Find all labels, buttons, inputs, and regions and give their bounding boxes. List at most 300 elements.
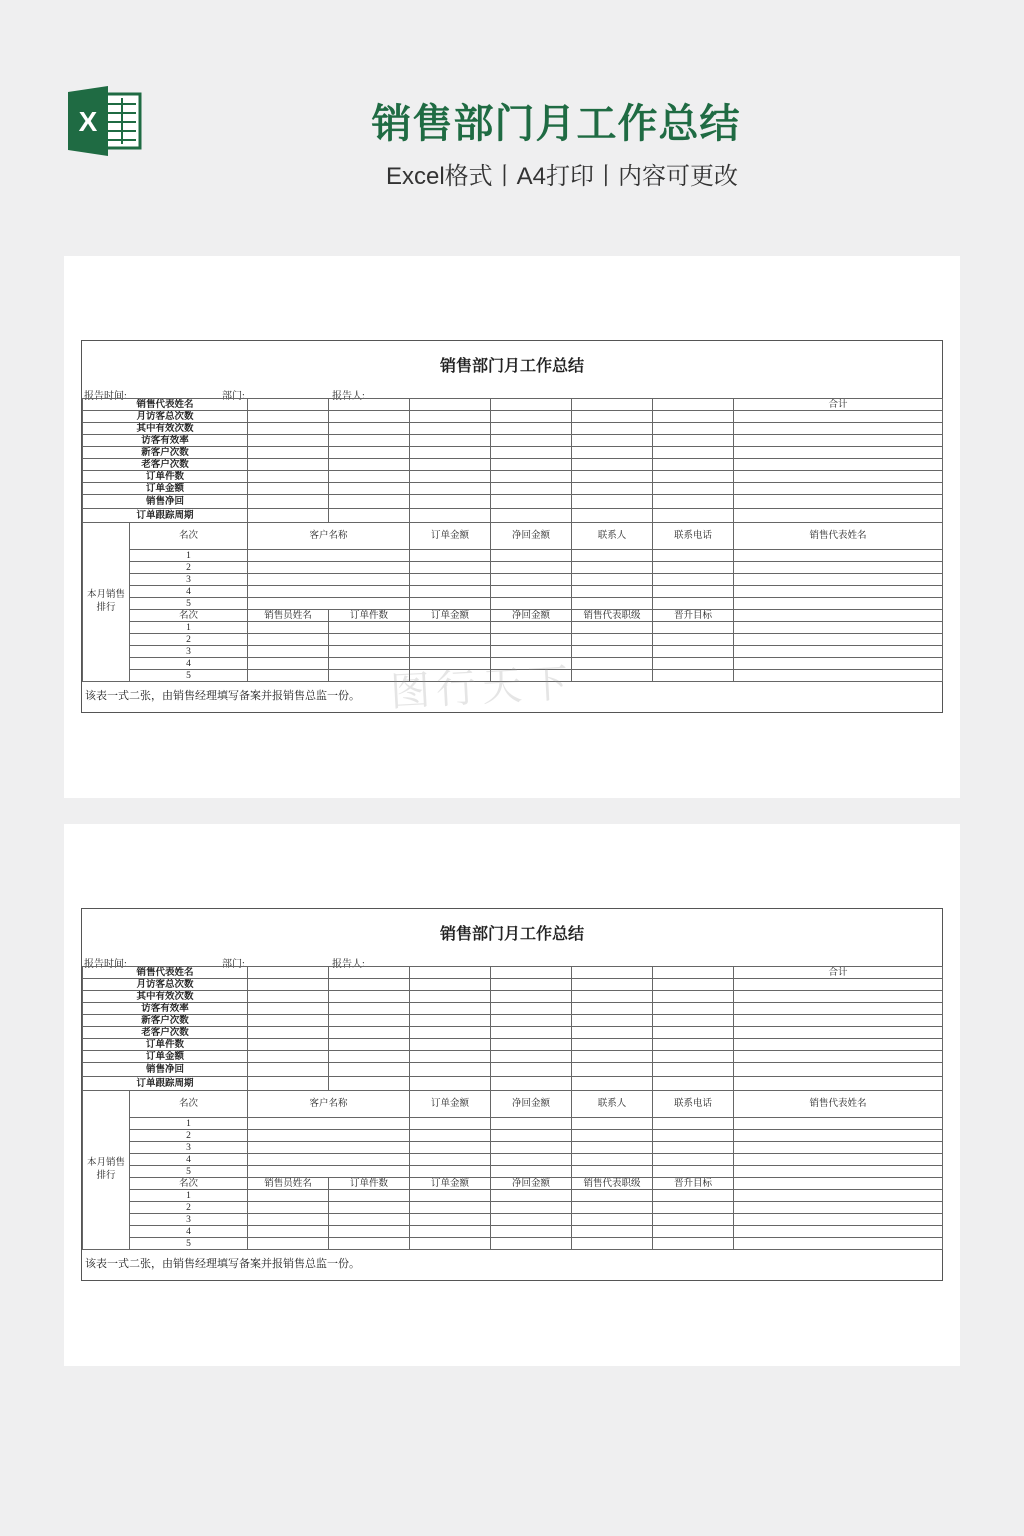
table-cell[interactable]	[734, 1202, 943, 1214]
table-row	[83, 610, 943, 622]
table-cell[interactable]	[734, 622, 943, 634]
row-label: 销售净回	[83, 1063, 248, 1077]
table-cell[interactable]	[491, 598, 572, 610]
column-header: 名次	[130, 1178, 248, 1190]
table-cell[interactable]	[734, 670, 943, 682]
table-row	[83, 622, 943, 634]
table-cell[interactable]	[653, 1027, 734, 1039]
side-label: 本月销售排行	[83, 1091, 130, 1250]
table-cell[interactable]	[572, 622, 653, 634]
table-cell[interactable]	[248, 495, 329, 509]
table-cell[interactable]	[491, 399, 572, 411]
table-cell[interactable]	[248, 459, 329, 471]
table-cell[interactable]	[491, 1077, 572, 1091]
table-cell[interactable]	[653, 459, 734, 471]
table-cell[interactable]	[248, 411, 329, 423]
table-cell[interactable]	[572, 550, 653, 562]
reporter-label: 报告人:	[332, 391, 365, 402]
table-cell[interactable]	[653, 1063, 734, 1077]
table-cell[interactable]	[734, 586, 943, 598]
table-cell[interactable]	[653, 670, 734, 682]
table-cell[interactable]	[248, 550, 410, 562]
table-cell[interactable]	[734, 483, 943, 495]
table-cell[interactable]	[734, 1015, 943, 1027]
table-cell[interactable]	[410, 1202, 491, 1214]
table-cell[interactable]	[734, 991, 943, 1003]
table-cell[interactable]	[734, 1226, 943, 1238]
table-cell[interactable]	[734, 1063, 943, 1077]
table-cell[interactable]	[491, 586, 572, 598]
table-cell[interactable]	[491, 1015, 572, 1027]
table-row	[83, 399, 943, 411]
table-cell[interactable]	[491, 1226, 572, 1238]
table-cell[interactable]	[572, 1154, 653, 1166]
table-cell[interactable]	[491, 1142, 572, 1154]
table-cell[interactable]	[410, 509, 491, 523]
table-cell[interactable]	[734, 1214, 943, 1226]
table-cell[interactable]	[491, 423, 572, 435]
row-label: 月访客总次数	[83, 411, 248, 423]
table-cell[interactable]	[410, 1190, 491, 1202]
table-cell[interactable]	[572, 1130, 653, 1142]
table-cell[interactable]	[329, 1214, 410, 1226]
table-cell[interactable]	[329, 979, 410, 991]
table-cell[interactable]	[491, 979, 572, 991]
table-cell[interactable]	[572, 471, 653, 483]
table-cell[interactable]	[491, 574, 572, 586]
table-cell[interactable]	[734, 646, 943, 658]
table-cell[interactable]	[653, 423, 734, 435]
table-cell[interactable]	[410, 495, 491, 509]
table-cell[interactable]	[572, 967, 653, 979]
table-cell[interactable]	[653, 1039, 734, 1051]
table-cell[interactable]	[572, 1202, 653, 1214]
table-cell[interactable]	[572, 1039, 653, 1051]
table-cell[interactable]	[491, 1027, 572, 1039]
table-cell[interactable]	[410, 1238, 491, 1250]
table-cell[interactable]	[329, 1226, 410, 1238]
table-cell[interactable]	[248, 471, 329, 483]
table-cell[interactable]	[491, 509, 572, 523]
table-cell[interactable]	[653, 574, 734, 586]
table-cell[interactable]	[410, 1154, 491, 1166]
table-cell[interactable]	[491, 1190, 572, 1202]
table-cell[interactable]	[734, 1166, 943, 1178]
table-cell[interactable]	[572, 634, 653, 646]
table-cell[interactable]	[248, 1130, 410, 1142]
table-cell[interactable]	[248, 1015, 329, 1027]
table-cell[interactable]	[248, 423, 329, 435]
table-cell[interactable]	[410, 399, 491, 411]
table-cell[interactable]	[329, 411, 410, 423]
table-cell[interactable]	[491, 562, 572, 574]
table-cell[interactable]	[653, 967, 734, 979]
table-cell[interactable]	[410, 1166, 491, 1178]
table-cell[interactable]	[410, 550, 491, 562]
table-cell[interactable]	[410, 1118, 491, 1130]
table-cell[interactable]	[491, 471, 572, 483]
table-cell[interactable]	[491, 1051, 572, 1063]
table-cell[interactable]	[329, 1202, 410, 1214]
row-label: 订单跟踪周期	[83, 509, 248, 523]
table-row	[83, 1226, 943, 1238]
table-cell[interactable]	[572, 1077, 653, 1091]
table-cell[interactable]	[248, 1051, 329, 1063]
table-cell[interactable]	[491, 411, 572, 423]
table-row	[83, 1051, 943, 1063]
table-cell[interactable]	[734, 550, 943, 562]
table-cell[interactable]	[734, 423, 943, 435]
table-cell[interactable]	[572, 1118, 653, 1130]
column-header: 销售代表职级	[572, 610, 653, 622]
table-cell[interactable]	[572, 1190, 653, 1202]
table-cell[interactable]	[410, 967, 491, 979]
row-label: 订单金额	[83, 483, 248, 495]
table-cell[interactable]	[572, 1226, 653, 1238]
table-row	[83, 1063, 943, 1077]
table-cell[interactable]	[653, 550, 734, 562]
table-cell[interactable]	[248, 991, 329, 1003]
table-cell[interactable]	[653, 435, 734, 447]
table-cell[interactable]	[734, 435, 943, 447]
table-cell[interactable]	[329, 459, 410, 471]
table-cell[interactable]	[572, 483, 653, 495]
table-cell[interactable]	[734, 1130, 943, 1142]
table-cell[interactable]	[572, 1015, 653, 1027]
table-cell[interactable]	[329, 1051, 410, 1063]
table-cell[interactable]	[410, 1077, 491, 1091]
table-cell[interactable]	[491, 622, 572, 634]
table-cell[interactable]	[653, 646, 734, 658]
table-cell[interactable]	[329, 423, 410, 435]
table-cell[interactable]	[248, 1118, 410, 1130]
table-cell[interactable]	[734, 1003, 943, 1015]
table-cell[interactable]	[734, 1154, 943, 1166]
table-cell[interactable]	[653, 399, 734, 411]
table-cell[interactable]	[248, 1027, 329, 1039]
table-cell[interactable]	[572, 586, 653, 598]
table-cell[interactable]	[734, 447, 943, 459]
table-cell[interactable]	[329, 1077, 410, 1091]
table-cell[interactable]	[653, 598, 734, 610]
sheet-title: 销售部门月工作总结	[439, 926, 584, 943]
table-cell[interactable]	[491, 1154, 572, 1166]
table-cell[interactable]	[410, 991, 491, 1003]
table-cell[interactable]	[491, 1039, 572, 1051]
table-cell[interactable]	[329, 447, 410, 459]
table-cell[interactable]	[653, 1130, 734, 1142]
table-cell[interactable]	[410, 634, 491, 646]
table-cell[interactable]	[248, 1214, 329, 1226]
table-cell[interactable]	[248, 1063, 329, 1077]
table-cell[interactable]	[653, 991, 734, 1003]
table-cell[interactable]	[248, 574, 410, 586]
table-cell[interactable]	[248, 1039, 329, 1051]
table-cell[interactable]	[410, 1130, 491, 1142]
table-cell[interactable]	[248, 483, 329, 495]
table-cell[interactable]	[410, 979, 491, 991]
rank-cell: 5	[130, 598, 248, 610]
table-cell[interactable]	[734, 1178, 943, 1190]
table-cell[interactable]	[734, 459, 943, 471]
table-cell[interactable]	[572, 1051, 653, 1063]
table-cell[interactable]	[410, 1039, 491, 1051]
table-cell[interactable]	[329, 1015, 410, 1027]
table-cell[interactable]	[572, 574, 653, 586]
table-cell[interactable]	[248, 1154, 410, 1166]
table-cell[interactable]	[653, 1238, 734, 1250]
table-cell[interactable]	[248, 967, 329, 979]
table-cell[interactable]	[734, 1190, 943, 1202]
table-cell[interactable]	[248, 1238, 329, 1250]
table-cell[interactable]	[248, 598, 410, 610]
table-cell[interactable]	[572, 646, 653, 658]
table-cell[interactable]	[329, 509, 410, 523]
table-cell[interactable]	[248, 1142, 410, 1154]
table-cell[interactable]	[734, 658, 943, 670]
table-cell[interactable]	[572, 447, 653, 459]
table-row	[83, 523, 943, 550]
column-header: 名次	[130, 610, 248, 622]
table-cell[interactable]	[653, 1003, 734, 1015]
table-cell[interactable]	[653, 1051, 734, 1063]
table-cell[interactable]	[572, 1063, 653, 1077]
table-cell[interactable]	[572, 1142, 653, 1154]
rank-cell: 3	[130, 1142, 248, 1154]
table-cell[interactable]	[572, 495, 653, 509]
table-cell[interactable]	[248, 399, 329, 411]
table-cell[interactable]	[491, 459, 572, 471]
table-cell[interactable]	[491, 1166, 572, 1178]
table-cell[interactable]	[329, 435, 410, 447]
table-cell[interactable]	[410, 1142, 491, 1154]
table-cell[interactable]	[572, 670, 653, 682]
table-cell[interactable]	[734, 610, 943, 622]
table-cell[interactable]	[410, 483, 491, 495]
table-cell[interactable]	[653, 622, 734, 634]
table-cell[interactable]	[248, 447, 329, 459]
table-cell[interactable]	[248, 670, 329, 682]
table-cell[interactable]	[248, 1003, 329, 1015]
summary-table	[82, 966, 943, 1250]
table-row	[83, 1027, 943, 1039]
table-cell[interactable]	[734, 1051, 943, 1063]
table-cell[interactable]	[410, 1027, 491, 1039]
table-cell[interactable]	[491, 1238, 572, 1250]
table-cell[interactable]	[329, 1238, 410, 1250]
table-cell[interactable]	[491, 550, 572, 562]
table-cell[interactable]	[248, 435, 329, 447]
table-cell[interactable]	[734, 1142, 943, 1154]
column-header: 客户名称	[248, 523, 410, 550]
table-cell[interactable]	[734, 634, 943, 646]
table-cell[interactable]	[734, 979, 943, 991]
table-cell[interactable]	[410, 423, 491, 435]
table-cell[interactable]	[653, 1077, 734, 1091]
rank-cell: 2	[130, 1130, 248, 1142]
table-cell[interactable]	[248, 509, 329, 523]
table-cell[interactable]	[734, 1039, 943, 1051]
table-cell[interactable]	[653, 1142, 734, 1154]
table-cell[interactable]	[734, 495, 943, 509]
table-cell[interactable]	[410, 1226, 491, 1238]
table-cell[interactable]	[572, 1238, 653, 1250]
table-cell[interactable]	[248, 562, 410, 574]
table-cell[interactable]	[410, 1003, 491, 1015]
table-cell[interactable]	[491, 1063, 572, 1077]
table-cell[interactable]	[329, 622, 410, 634]
table-cell[interactable]	[653, 1190, 734, 1202]
table-cell[interactable]	[491, 483, 572, 495]
column-header: 订单件数	[329, 1178, 410, 1190]
table-cell[interactable]	[491, 1003, 572, 1015]
table-cell[interactable]	[653, 1226, 734, 1238]
table-cell[interactable]	[653, 1214, 734, 1226]
table-cell[interactable]	[248, 634, 329, 646]
table-cell[interactable]	[329, 471, 410, 483]
table-cell[interactable]	[329, 1190, 410, 1202]
table-cell[interactable]	[572, 459, 653, 471]
table-cell[interactable]	[410, 1015, 491, 1027]
table-cell[interactable]	[491, 967, 572, 979]
rank-cell: 4	[130, 1154, 248, 1166]
table-cell[interactable]	[329, 483, 410, 495]
table-cell[interactable]	[572, 411, 653, 423]
table-cell[interactable]	[653, 586, 734, 598]
table-cell[interactable]	[410, 435, 491, 447]
table-cell[interactable]	[329, 399, 410, 411]
table-cell[interactable]	[248, 658, 329, 670]
table-cell[interactable]	[734, 1118, 943, 1130]
table-cell[interactable]	[572, 658, 653, 670]
table-cell[interactable]	[491, 1130, 572, 1142]
table-cell[interactable]	[653, 1154, 734, 1166]
table-cell[interactable]	[572, 1027, 653, 1039]
table-cell[interactable]	[572, 399, 653, 411]
table-cell[interactable]	[329, 1063, 410, 1077]
table-cell[interactable]	[410, 471, 491, 483]
table-cell[interactable]	[653, 483, 734, 495]
table-cell[interactable]	[491, 447, 572, 459]
table-cell[interactable]	[410, 459, 491, 471]
table-cell[interactable]	[248, 586, 410, 598]
table-cell[interactable]	[410, 1063, 491, 1077]
table-cell[interactable]	[410, 586, 491, 598]
table-cell[interactable]	[410, 411, 491, 423]
table-cell[interactable]	[329, 646, 410, 658]
table-cell[interactable]	[248, 1077, 329, 1091]
row-label: 订单件数	[83, 471, 248, 483]
column-header: 订单金额	[410, 1091, 491, 1118]
table-row	[83, 1118, 943, 1130]
table-cell[interactable]	[329, 991, 410, 1003]
table-cell[interactable]	[572, 979, 653, 991]
table-cell[interactable]	[572, 991, 653, 1003]
table-cell[interactable]	[248, 622, 329, 634]
table-cell[interactable]	[734, 411, 943, 423]
table-cell[interactable]	[653, 634, 734, 646]
table-cell[interactable]	[248, 646, 329, 658]
table-cell[interactable]	[653, 562, 734, 574]
table-cell[interactable]	[734, 598, 943, 610]
table-cell[interactable]	[572, 423, 653, 435]
table-row	[83, 471, 943, 483]
table-cell[interactable]	[491, 634, 572, 646]
table-cell[interactable]	[248, 1166, 410, 1178]
table-row	[83, 1154, 943, 1166]
table-cell[interactable]	[653, 979, 734, 991]
table-cell[interactable]	[653, 1202, 734, 1214]
table-cell[interactable]	[248, 979, 329, 991]
table-cell[interactable]	[572, 509, 653, 523]
table-cell[interactable]	[572, 1003, 653, 1015]
table-row	[83, 447, 943, 459]
table-cell[interactable]	[734, 1027, 943, 1039]
table-row	[83, 1130, 943, 1142]
table-cell[interactable]	[572, 598, 653, 610]
table-cell[interactable]	[653, 411, 734, 423]
table-cell[interactable]	[653, 1015, 734, 1027]
table-cell[interactable]	[329, 495, 410, 509]
rank-cell: 1	[130, 622, 248, 634]
table-cell[interactable]	[248, 1190, 329, 1202]
table-cell[interactable]	[491, 991, 572, 1003]
table-cell[interactable]	[734, 471, 943, 483]
table-cell[interactable]	[653, 447, 734, 459]
table-cell[interactable]	[572, 435, 653, 447]
table-row	[83, 1202, 943, 1214]
table-cell[interactable]	[653, 471, 734, 483]
table-cell[interactable]	[410, 598, 491, 610]
table-cell[interactable]	[572, 1166, 653, 1178]
table-cell[interactable]	[410, 447, 491, 459]
table-cell[interactable]	[653, 495, 734, 509]
table-cell[interactable]	[329, 1027, 410, 1039]
table-cell[interactable]	[572, 562, 653, 574]
row-label: 订单件数	[83, 1039, 248, 1051]
table-cell[interactable]	[653, 658, 734, 670]
table-cell[interactable]	[734, 574, 943, 586]
table-cell[interactable]	[410, 574, 491, 586]
table-cell[interactable]	[410, 622, 491, 634]
table-cell[interactable]	[653, 1118, 734, 1130]
table-cell[interactable]	[248, 1226, 329, 1238]
table-cell[interactable]	[491, 495, 572, 509]
table-cell[interactable]	[329, 967, 410, 979]
table-cell[interactable]	[491, 1202, 572, 1214]
table-cell[interactable]	[653, 509, 734, 523]
table-cell[interactable]	[734, 1077, 943, 1091]
rank-cell: 1	[130, 1190, 248, 1202]
table-cell[interactable]	[491, 1118, 572, 1130]
table-cell[interactable]	[410, 562, 491, 574]
table-cell[interactable]	[734, 509, 943, 523]
table-cell[interactable]	[734, 562, 943, 574]
table-cell[interactable]	[491, 435, 572, 447]
table-cell[interactable]	[410, 1214, 491, 1226]
column-header: 联系电话	[653, 523, 734, 550]
table-cell[interactable]	[329, 634, 410, 646]
table-cell[interactable]	[329, 1039, 410, 1051]
table-cell[interactable]	[734, 1238, 943, 1250]
table-cell[interactable]	[329, 1003, 410, 1015]
column-header: 净回金额	[491, 523, 572, 550]
table-cell[interactable]	[248, 1202, 329, 1214]
table-cell[interactable]	[410, 1051, 491, 1063]
table-cell[interactable]	[653, 1166, 734, 1178]
table-cell[interactable]	[572, 1214, 653, 1226]
table-cell[interactable]	[491, 1214, 572, 1226]
